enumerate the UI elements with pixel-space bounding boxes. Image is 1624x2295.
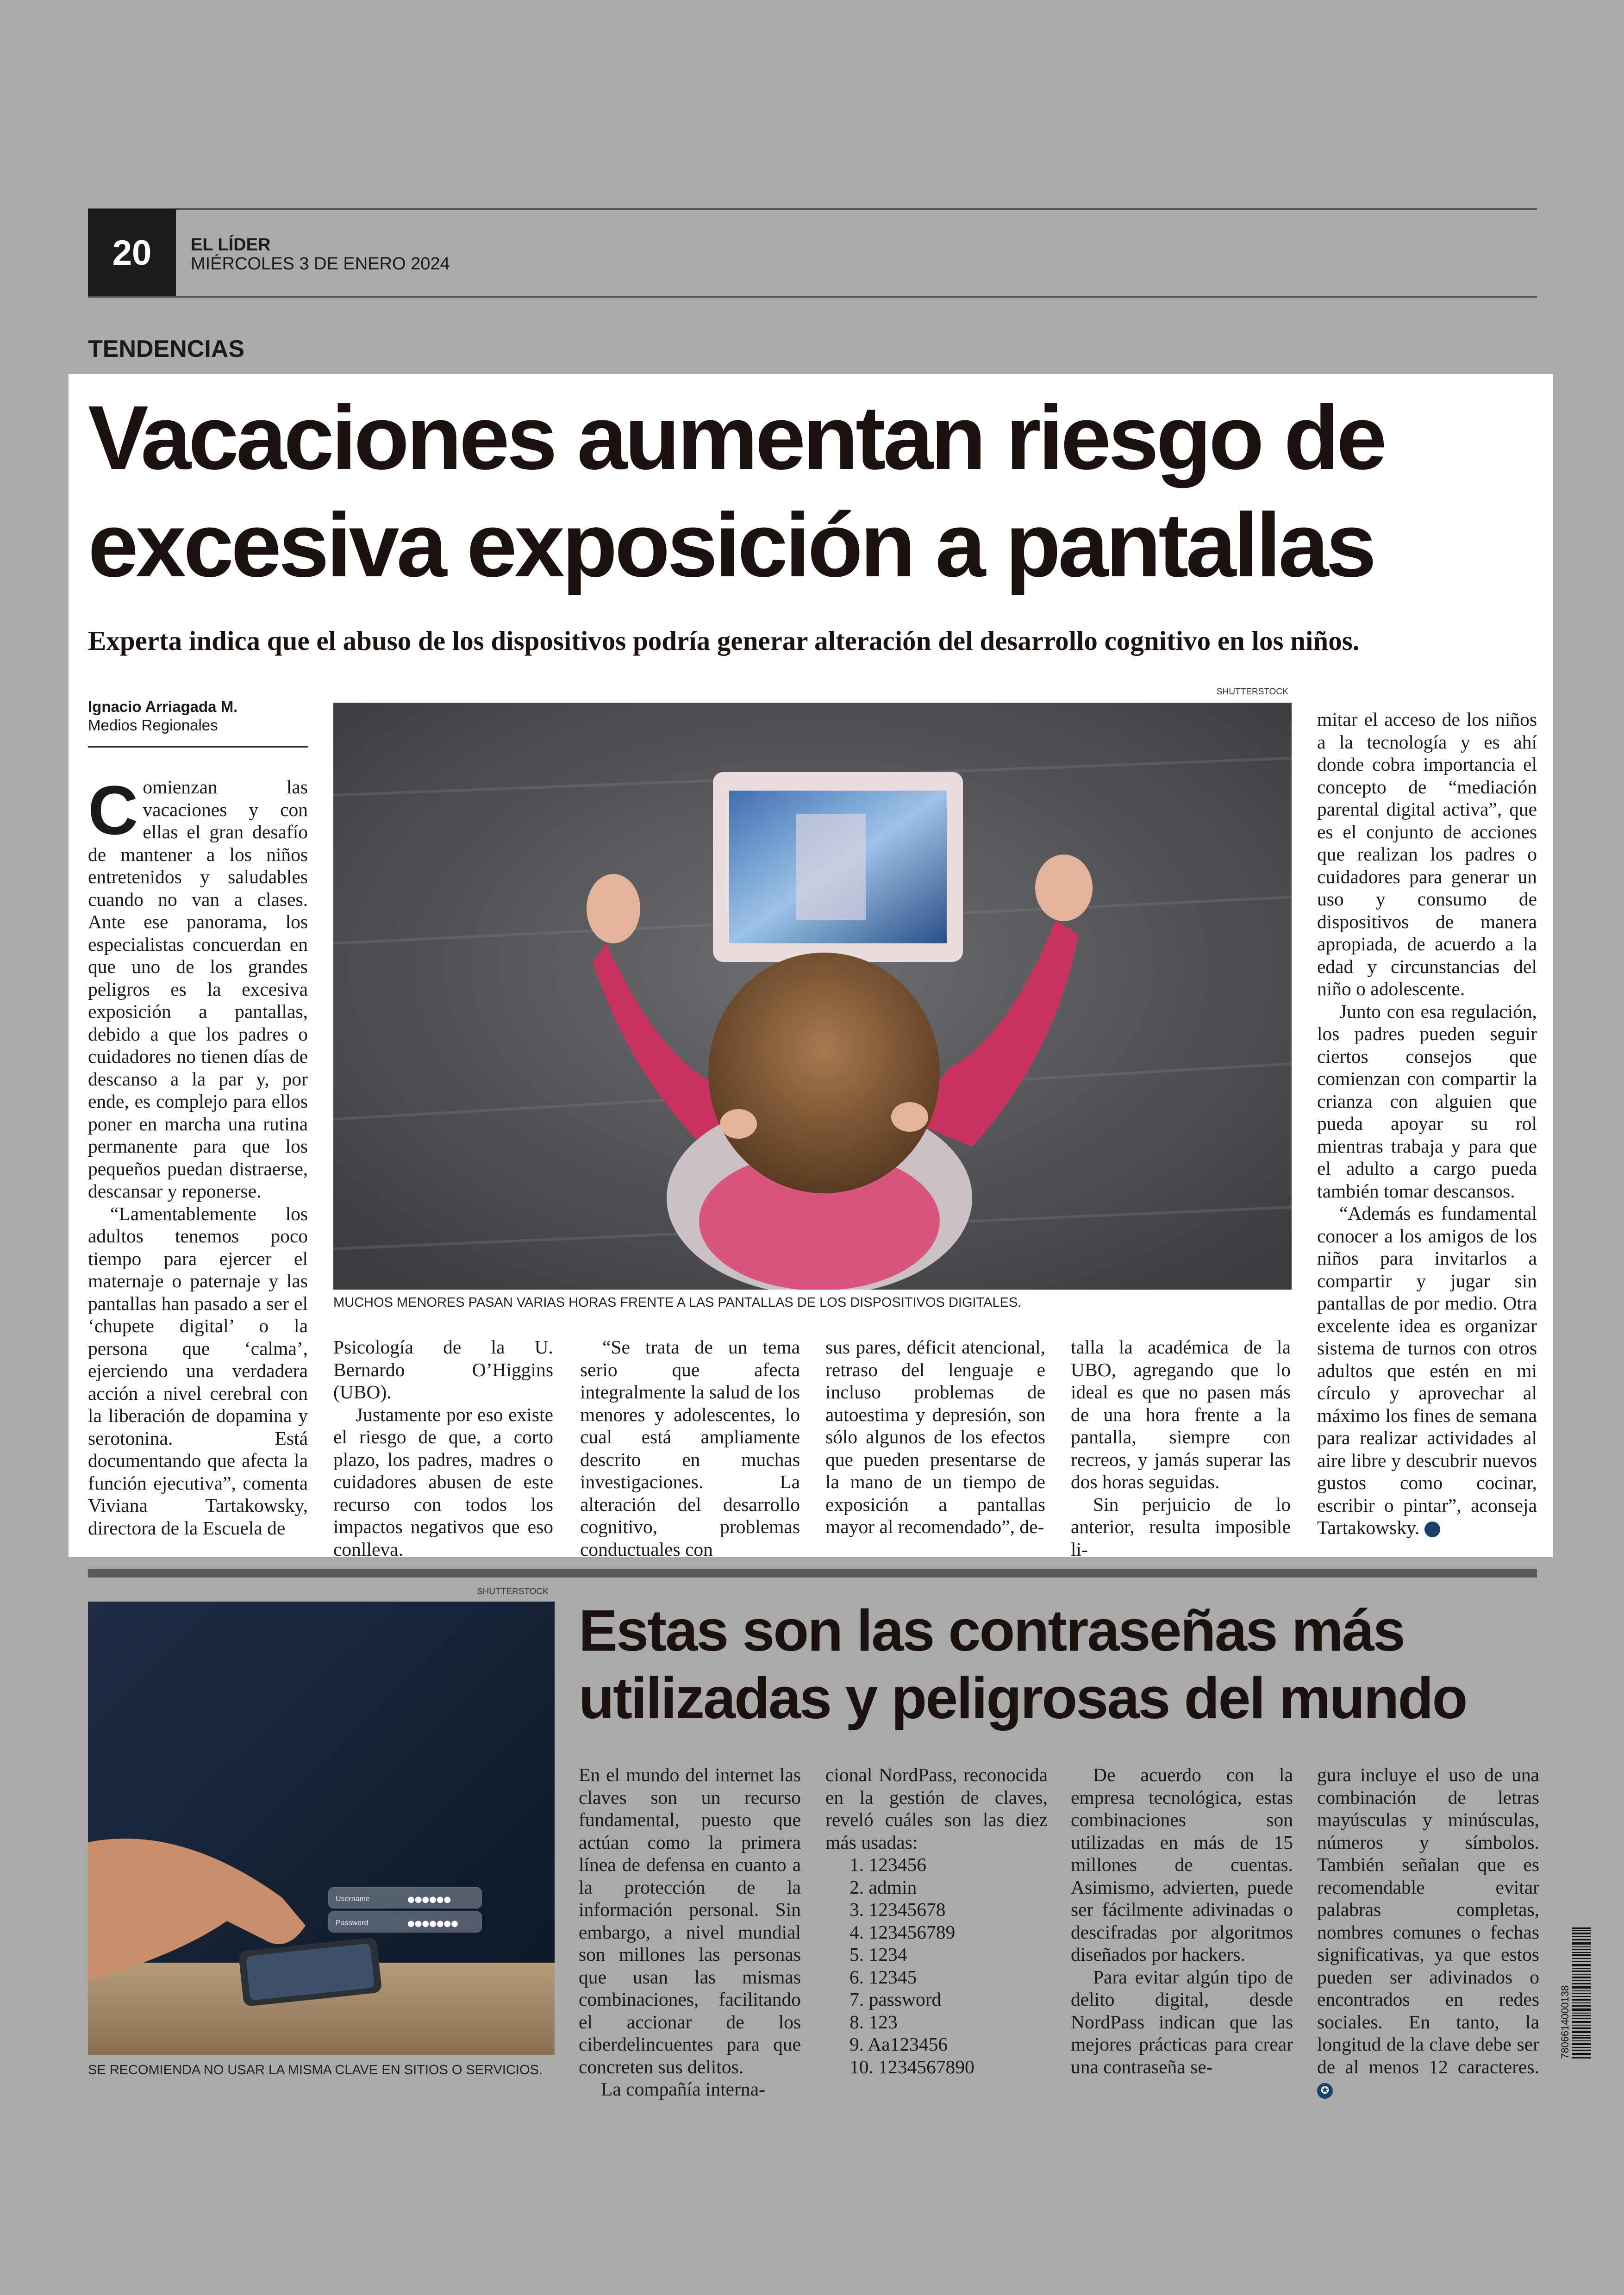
paragraph: omienzan las vacaciones y con ellas el gran desafío de mantener a los niños entretenidos y saludables cuando no van a clases. Ante ese panorama, los especialistas concuerdan en que uno de los grandes peligros es la excesiva exposición a pantallas, debido a que los padres o cuidadores no tienen días de descanso a la par y, por ende, es complejo para ellos poner en marcha una rutina permanente para que los pequeños puedan distraerse, descansar y reponerse. [88,776,308,1202]
list-item: 6. 12345 [849,1966,917,1988]
article-1-subtitle: Experta indica que el abuso de los dispositivos podría generar alteración del desarrollo cognitivo en los niños. [88,625,1360,656]
phone-field-password: Password [336,1919,369,1927]
article-1-column-2 [333,1336,553,1560]
paragraph: mitar el acceso de los niños a la tecnología y es ahí donde cobra importancia el concepto de “mediación parental digital activa”, que es el conjunto de acciones que realizan los padres o cuidadores para generar un uso y consumo de dispositivos de manera apropiada, de acuerdo a la edad y circunstancias del niño o adolescente. [1317,709,1537,999]
list-item: 9. Aa123456 [849,2033,948,2055]
page-number: 20 [88,209,176,296]
paragraph: Para evitar algún tipo de delito digital, desde NordPass indican que las mejores prácticas para crear una contraseña se- [1071,1966,1293,2077]
article-1-column-6 [1317,708,1537,1539]
paragraph: De acuerdo con la empresa tecnológica, estas combinaciones son utilizadas en más de 15 millones de cuentas. Asimismo, advierten, puede ser fácilmente adivinadas o descifradas por algoritmos diseñados por hackers. [1071,1764,1293,1965]
barcode-icon [1558,1926,1592,2060]
author-name: Ignacio Arriagada M. [88,698,238,715]
drop-cap: C [88,771,138,849]
photo-2-caption: SE RECOMIENDA NO USAR LA MISMA CLAVE EN SITIOS O SERVICIOS. [88,2063,543,2077]
photo-2-credit: SHUTTERSTOCK [477,1587,549,1597]
byline-rule [88,746,308,748]
list-item: 4. 123456789 [849,1921,956,1943]
username-dots: ●●●●●● [407,1895,451,1904]
list-item: 8. 123 [849,2011,898,2033]
article-2-column-2 [825,1764,1048,2078]
article-1-headline: Vacaciones aumentan riesgo de excesiva exposición a pantallas [88,387,1384,596]
list-item: 2. admin [849,1876,917,1898]
list-item: 3. 12345678 [849,1899,946,1920]
password-list [825,1853,1048,2078]
article-1-column-5 [1071,1336,1291,1560]
list-item: 5. 1234 [849,1944,907,1965]
paragraph: Justamente por eso existe el riesgo de que, a corto plazo, los padres, madres o cuidadores abusen de este recurso con todos los impactos negativos que eso conlleva. [333,1403,553,1560]
paragraph: La compañía interna- [601,2078,765,2100]
paragraph: gura incluye el uso de una combinación de letras mayúsculas y minúsculas, números y símbolos. También señalan que es recomendable evitar palabras completas, nombres comunes o fechas significativas, ya que estos pueden ser adivinados o encontrados en redes sociales. En tanto, la longitud de la clave debe ser de al menos 12 caracteres. ✪ [1317,1764,1539,2101]
photo-1-caption: MUCHOS MENORES PASAN VARIAS HORAS FRENTE A LAS PANTALLAS DE LOS DISPOSITIVOS DIGITALES. [333,1295,1022,1310]
article-1-column-1 [88,771,308,1539]
paragraph: “Se trata de un tema serio que afecta integralmente la salud de los menores y adolescentes, lo cual está ampliamente descrito en muchas investigaciones. La alteración del desarrollo cognitivo, problemas conductuales con [580,1336,800,1560]
paragraph: sus pares, déficit atencional, retraso del lenguaje e incluso problemas de autoestima y depresión, son sólo algunos de los efectos que pueden presentarse de la mano de un tiempo de exposición a pantallas mayor al recomendado”, de- [825,1336,1045,1537]
section-label: TENDENCIAS [88,336,245,362]
end-mark-icon: ✪ [1317,2083,1333,2099]
article-1-column-4 [825,1336,1045,1538]
photo-1-credit: SHUTTERSTOCK [1217,687,1288,697]
phone-field-username: Username [336,1895,370,1903]
header-rule-top [88,208,1537,210]
list-item: 7. password [849,1989,942,2010]
paragraph: “Además es fundamental conocer a los amigos de los niños para invitarlos a compartir y jugar sin pantallas de por medio. Otra excelente idea es organizar sistema de turnos con otros adultos que estén en mi círculo y aprovechar al máximo los fines de semana para realizar actividades al aire libre y descubrir nuevos gustos como cocinar, escribir o pintar”, aconseja Tartakowsky. ✪ [1317,1203,1537,1538]
article-2-column-3 [1071,1764,1293,2078]
list-item: 10. 1234567890 [849,2056,974,2077]
paragraph: En el mundo del internet las claves son un recurso fundamental, puesto que actúan como la primera línea de defensa en cuanto a la protección de la información personal. Sin embargo, a nivel mundial son millones las personas que usan las mismas combinaciones, facilitando el accionar de los ciberdelincuentes para que concreten sus delitos. [579,1764,801,2077]
list-item: 1. 123456 [849,1854,926,1875]
paragraph: talla la académica de la UBO, agregando que lo ideal es que no pasen más de una hora frente a la pantalla, siempre con recreos, y jamás superar las dos horas seguidas. [1071,1336,1291,1492]
article-2-column-1 [579,1764,801,2101]
article-2-headline: Estas son las contraseñas más utilizadas y peligrosas del mundo [579,1598,1467,1731]
paragraph: Psicología de la U. Bernardo O’Higgins (UBO). [333,1336,553,1403]
publication-name: EL LÍDER [191,235,271,255]
author-org: Medios Regionales [88,717,218,734]
article-1-column-3 [580,1336,800,1560]
publication-date: MIÉRCOLES 3 DE ENERO 2024 [191,254,450,274]
article-2-column-4 [1317,1764,1539,2101]
paragraph: Sin perjuicio de lo anterior, resulta imposible li- [1071,1493,1291,1560]
section-divider [88,1569,1537,1578]
password-phone-photo [88,1602,555,2055]
barcode-number: 7806614000138 [1559,1985,1571,2059]
end-mark-icon: ✪ [1424,1522,1440,1537]
child-tablet-photo [333,703,1292,1290]
paragraph: Junto con esa regulación, los padres pueden seguir ciertos consejos que comienzan con compartir la crianza con alguien que pueda apoyar su rol mientras trabaja y para que el adulto a cargo pueda también tomar descansos. [1317,1000,1537,1202]
header-rule-bottom [88,296,1537,298]
password-dots: ●●●●●●● [407,1919,458,1928]
paragraph: cional NordPass, reconocida en la gestión de claves, reveló cuáles son las diez más usadas: [825,1764,1048,1853]
paragraph: “Lamentablemente los adultos tenemos poco tiempo para ejercer el maternaje o paternaje y las pantallas han pasado a ser el ‘chupete digital’ o la persona que ‘calma’, ejerciendo una verdadera acción a nivel cerebral con la liberación de dopamina y serotonina. Está documentando que afecta la función ejecutiva”, comenta Viviana Tartakowsky, directora de la Escuela de [88,1203,308,1539]
